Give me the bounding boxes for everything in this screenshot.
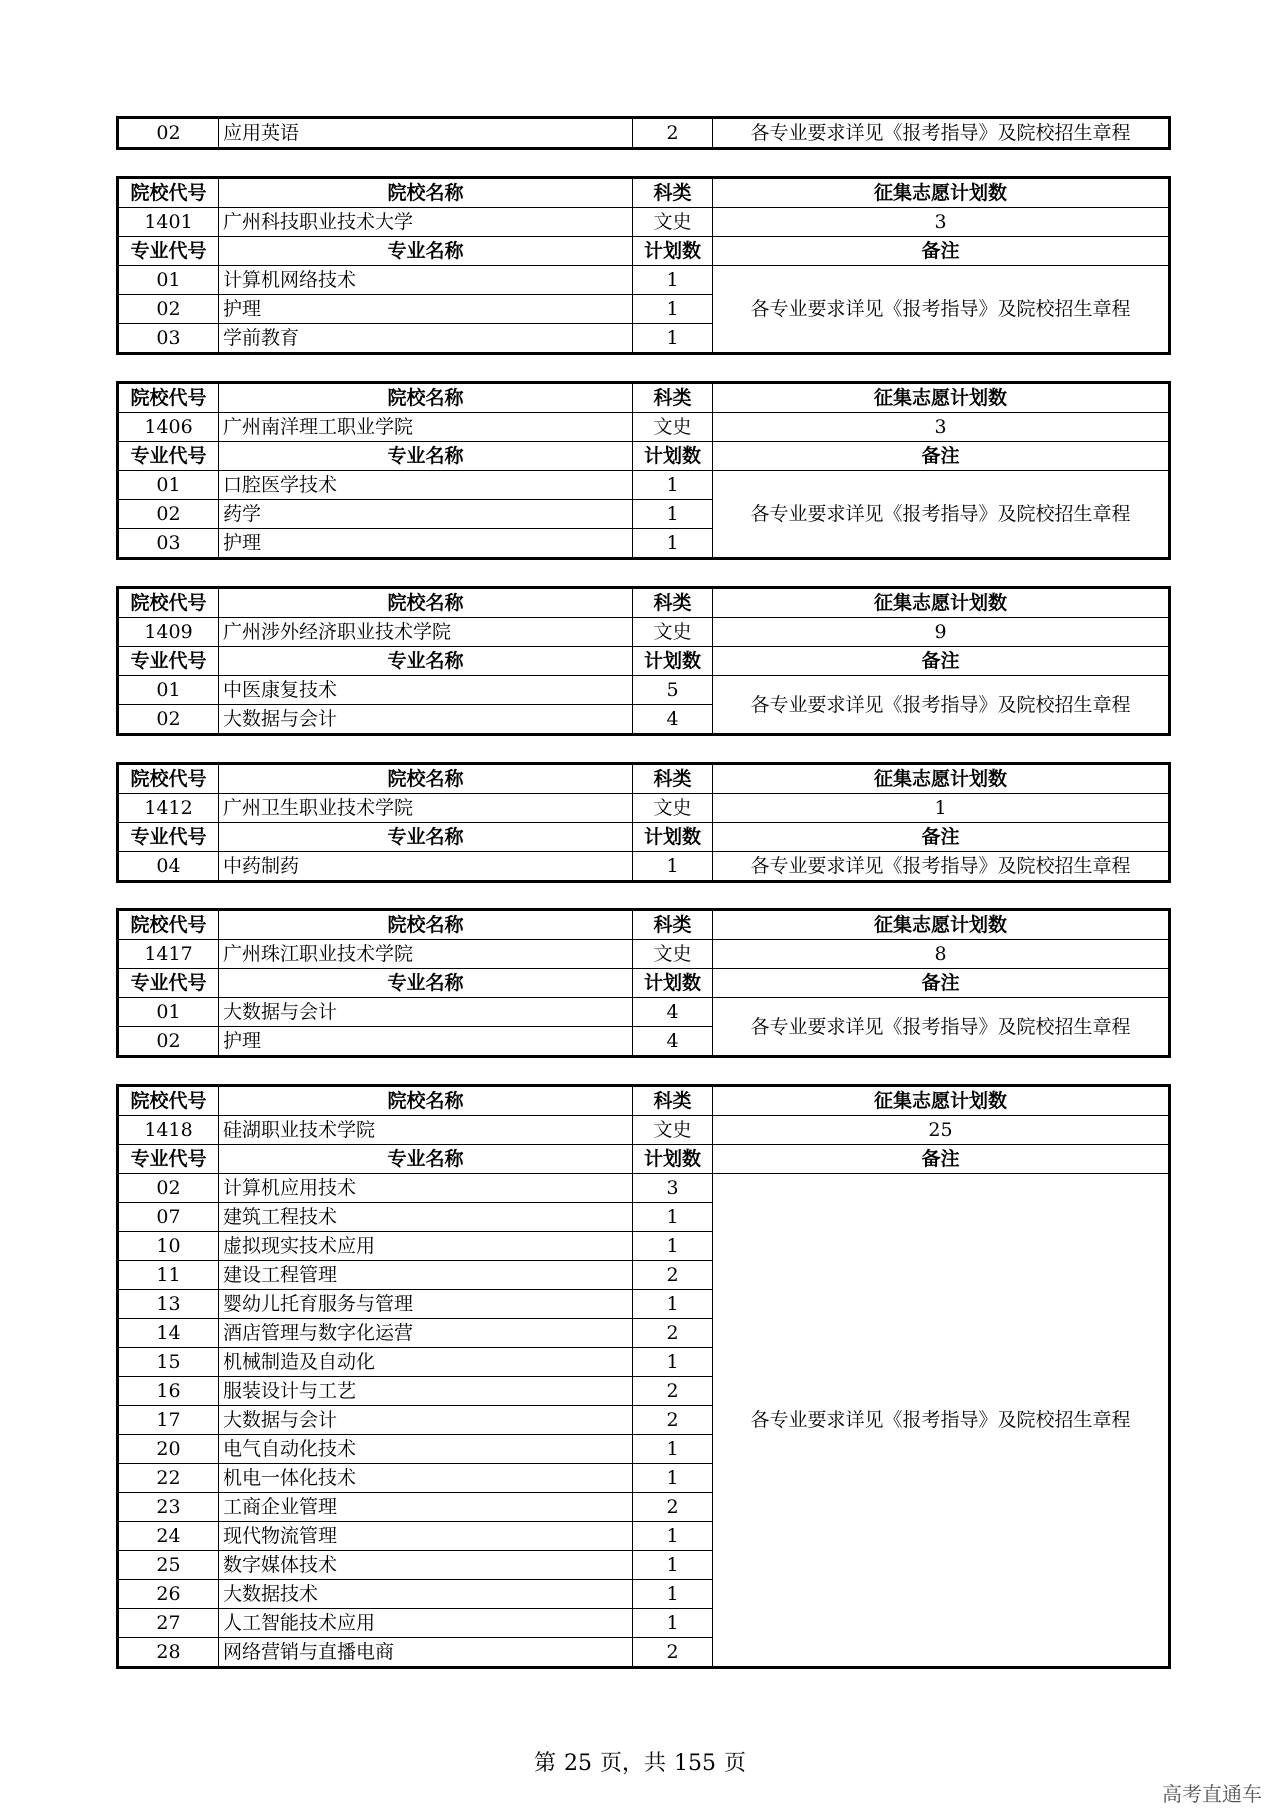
school-code: 1406 <box>118 413 219 442</box>
remark: 各专业要求详见《报考指导》及院校招生章程 <box>713 471 1170 559</box>
school-name-header: 院校名称 <box>219 178 633 208</box>
plan-total-header: 征集志愿计划数 <box>713 764 1170 794</box>
school-header-row <box>118 588 1170 618</box>
table-row <box>118 998 1170 1027</box>
school-name: 广州南洋理工职业学院 <box>219 413 633 442</box>
plan-count-header: 计划数 <box>633 442 713 471</box>
category-header: 科类 <box>633 588 713 618</box>
major-name: 工商企业管理 <box>219 1493 633 1522</box>
major-code: 04 <box>118 852 219 882</box>
plan-total-header: 征集志愿计划数 <box>713 383 1170 413</box>
major-code: 24 <box>118 1522 219 1551</box>
plan-count: 1 <box>633 1522 713 1551</box>
school-code: 1417 <box>118 940 219 969</box>
major-header-row <box>118 237 1170 266</box>
footer-mid: 页，共 <box>599 1751 666 1776</box>
plan-count: 2 <box>633 1638 713 1668</box>
school-header-row <box>118 910 1170 940</box>
school-table <box>116 762 1171 883</box>
major-code: 02 <box>118 295 219 324</box>
major-name: 计算机网络技术 <box>219 266 633 295</box>
school-header-row <box>118 1086 1170 1116</box>
school-code-header: 院校代号 <box>118 588 219 618</box>
plan-total: 1 <box>713 794 1170 823</box>
category-header: 科类 <box>633 910 713 940</box>
school-header-row <box>118 383 1170 413</box>
plan-total-header: 征集志愿计划数 <box>713 178 1170 208</box>
plan-count: 3 <box>633 1174 713 1203</box>
remark: 各专业要求详见《报考指导》及院校招生章程 <box>713 1174 1170 1668</box>
major-name-header: 专业名称 <box>219 1145 633 1174</box>
major-header-row <box>118 442 1170 471</box>
category: 文史 <box>633 940 713 969</box>
remark-header: 备注 <box>713 969 1170 998</box>
major-code-header: 专业代号 <box>118 1145 219 1174</box>
major-code: 01 <box>118 676 219 705</box>
plan-total: 8 <box>713 940 1170 969</box>
major-code-header: 专业代号 <box>118 969 219 998</box>
major-header-row <box>118 969 1170 998</box>
plan-count: 1 <box>633 295 713 324</box>
major-code-header: 专业代号 <box>118 823 219 852</box>
school-info-row <box>118 940 1170 969</box>
school-info-row <box>118 618 1170 647</box>
plan-count: 5 <box>633 676 713 705</box>
plan-total: 3 <box>713 413 1170 442</box>
major-name: 护理 <box>219 529 633 559</box>
plan-total-header: 征集志愿计划数 <box>713 910 1170 940</box>
plan-count: 2 <box>633 1377 713 1406</box>
plan-count: 1 <box>633 852 713 882</box>
major-name: 药学 <box>219 500 633 529</box>
major-code: 26 <box>118 1580 219 1609</box>
major-name: 服装设计与工艺 <box>219 1377 633 1406</box>
major-name: 护理 <box>219 295 633 324</box>
major-name: 大数据技术 <box>219 1580 633 1609</box>
major-code: 15 <box>118 1348 219 1377</box>
plan-count: 1 <box>633 1435 713 1464</box>
school-info-row <box>118 794 1170 823</box>
major-code: 20 <box>118 1435 219 1464</box>
remark: 各专业要求详见《报考指导》及院校招生章程 <box>713 998 1170 1057</box>
plan-count: 1 <box>633 1580 713 1609</box>
major-code: 01 <box>118 471 219 500</box>
table-row <box>118 676 1170 705</box>
plan-total: 9 <box>713 618 1170 647</box>
major-code: 14 <box>118 1319 219 1348</box>
school-table <box>116 586 1171 736</box>
remark-header: 备注 <box>713 237 1170 266</box>
major-name: 网络营销与直播电商 <box>219 1638 633 1668</box>
major-name: 建筑工程技术 <box>219 1203 633 1232</box>
major-code: 22 <box>118 1464 219 1493</box>
page-footer <box>0 1746 1280 1777</box>
plan-count: 1 <box>633 266 713 295</box>
school-table <box>116 908 1171 1058</box>
major-name-header: 专业名称 <box>219 647 633 676</box>
plan-count: 4 <box>633 1027 713 1057</box>
category: 文史 <box>633 618 713 647</box>
major-code: 23 <box>118 1493 219 1522</box>
table-row <box>118 266 1170 295</box>
major-name: 中医康复技术 <box>219 676 633 705</box>
major-name: 应用英语 <box>219 118 633 149</box>
school-code-header: 院校代号 <box>118 178 219 208</box>
category: 文史 <box>633 208 713 237</box>
major-name: 虚拟现实技术应用 <box>219 1232 633 1261</box>
plan-count: 2 <box>633 1319 713 1348</box>
school-table <box>116 1084 1171 1669</box>
remark-header: 备注 <box>713 823 1170 852</box>
remark: 各专业要求详见《报考指导》及院校招生章程 <box>713 266 1170 354</box>
plan-count: 1 <box>633 1464 713 1493</box>
major-name: 数字媒体技术 <box>219 1551 633 1580</box>
plan-count: 2 <box>633 1406 713 1435</box>
major-name: 机械制造及自动化 <box>219 1348 633 1377</box>
continued-table <box>116 116 1171 150</box>
major-code: 02 <box>118 1027 219 1057</box>
major-header-row <box>118 647 1170 676</box>
school-code: 1412 <box>118 794 219 823</box>
school-code-header: 院校代号 <box>118 1086 219 1116</box>
plan-count: 1 <box>633 1232 713 1261</box>
major-code: 16 <box>118 1377 219 1406</box>
major-code: 17 <box>118 1406 219 1435</box>
major-name: 口腔医学技术 <box>219 471 633 500</box>
major-code-header: 专业代号 <box>118 237 219 266</box>
school-name-header: 院校名称 <box>219 588 633 618</box>
category: 文史 <box>633 794 713 823</box>
major-code: 03 <box>118 529 219 559</box>
table-row <box>118 1174 1170 1203</box>
major-name: 电气自动化技术 <box>219 1435 633 1464</box>
footer-prefix: 第 <box>533 1751 556 1776</box>
plan-count: 1 <box>633 1348 713 1377</box>
major-name: 大数据与会计 <box>219 705 633 735</box>
plan-count-header: 计划数 <box>633 823 713 852</box>
school-code: 1401 <box>118 208 219 237</box>
plan-count: 2 <box>633 1493 713 1522</box>
school-code-header: 院校代号 <box>118 383 219 413</box>
plan-count-header: 计划数 <box>633 647 713 676</box>
plan-count-header: 计划数 <box>633 1145 713 1174</box>
remark-header: 备注 <box>713 1145 1170 1174</box>
plan-count: 1 <box>633 1609 713 1638</box>
plan-count: 2 <box>633 118 713 149</box>
plan-count: 1 <box>633 529 713 559</box>
major-name: 酒店管理与数字化运营 <box>219 1319 633 1348</box>
major-code: 01 <box>118 266 219 295</box>
major-name: 护理 <box>219 1027 633 1057</box>
category-header: 科类 <box>633 1086 713 1116</box>
major-name: 婴幼儿托育服务与管理 <box>219 1290 633 1319</box>
plan-count: 2 <box>633 1261 713 1290</box>
plan-count: 1 <box>633 471 713 500</box>
major-code: 02 <box>118 500 219 529</box>
school-code: 1409 <box>118 618 219 647</box>
school-name-header: 院校名称 <box>219 764 633 794</box>
major-code: 25 <box>118 1551 219 1580</box>
category-header: 科类 <box>633 383 713 413</box>
category-header: 科类 <box>633 178 713 208</box>
school-name-header: 院校名称 <box>219 1086 633 1116</box>
major-code: 01 <box>118 998 219 1027</box>
major-name: 计算机应用技术 <box>219 1174 633 1203</box>
plan-count: 4 <box>633 705 713 735</box>
school-info-row <box>118 1116 1170 1145</box>
category: 文史 <box>633 413 713 442</box>
school-name: 广州科技职业技术大学 <box>219 208 633 237</box>
plan-total: 3 <box>713 208 1170 237</box>
school-table <box>116 381 1171 560</box>
watermark-text: 高考直通车 <box>1162 1782 1262 1806</box>
school-code: 1418 <box>118 1116 219 1145</box>
major-name: 机电一体化技术 <box>219 1464 633 1493</box>
major-code-header: 专业代号 <box>118 442 219 471</box>
remark: 各专业要求详见《报考指导》及院校招生章程 <box>713 118 1170 149</box>
plan-total-header: 征集志愿计划数 <box>713 588 1170 618</box>
major-name: 人工智能技术应用 <box>219 1609 633 1638</box>
plan-total-header: 征集志愿计划数 <box>713 1086 1170 1116</box>
plan-count-header: 计划数 <box>633 237 713 266</box>
major-name-header: 专业名称 <box>219 237 633 266</box>
major-name: 大数据与会计 <box>219 1406 633 1435</box>
major-code: 27 <box>118 1609 219 1638</box>
major-code: 13 <box>118 1290 219 1319</box>
school-info-row <box>118 413 1170 442</box>
major-name: 建设工程管理 <box>219 1261 633 1290</box>
plan-count: 1 <box>633 1551 713 1580</box>
plan-count: 1 <box>633 500 713 529</box>
major-code: 03 <box>118 324 219 354</box>
school-name: 广州涉外经济职业技术学院 <box>219 618 633 647</box>
major-header-row <box>118 1145 1170 1174</box>
major-code: 02 <box>118 118 219 149</box>
major-code: 07 <box>118 1203 219 1232</box>
school-header-row <box>118 178 1170 208</box>
major-code: 10 <box>118 1232 219 1261</box>
category: 文史 <box>633 1116 713 1145</box>
school-table <box>116 176 1171 355</box>
remark: 各专业要求详见《报考指导》及院校招生章程 <box>713 852 1170 882</box>
major-code: 02 <box>118 1174 219 1203</box>
major-code: 11 <box>118 1261 219 1290</box>
major-name-header: 专业名称 <box>219 823 633 852</box>
plan-total: 25 <box>713 1116 1170 1145</box>
school-name: 广州卫生职业技术学院 <box>219 794 633 823</box>
school-code-header: 院校代号 <box>118 910 219 940</box>
major-name: 中药制药 <box>219 852 633 882</box>
school-name: 硅湖职业技术学院 <box>219 1116 633 1145</box>
category-header: 科类 <box>633 764 713 794</box>
plan-count: 1 <box>633 324 713 354</box>
major-code: 28 <box>118 1638 219 1668</box>
plan-count-header: 计划数 <box>633 969 713 998</box>
plan-count: 4 <box>633 998 713 1027</box>
major-name-header: 专业名称 <box>219 969 633 998</box>
remark: 各专业要求详见《报考指导》及院校招生章程 <box>713 676 1170 735</box>
major-name-header: 专业名称 <box>219 442 633 471</box>
table-row <box>118 852 1170 882</box>
table-row <box>118 471 1170 500</box>
plan-count: 1 <box>633 1203 713 1232</box>
major-code: 02 <box>118 705 219 735</box>
remark-header: 备注 <box>713 442 1170 471</box>
total-pages: 155 <box>674 1751 716 1776</box>
major-code-header: 专业代号 <box>118 647 219 676</box>
table-row <box>118 118 1170 149</box>
major-name: 现代物流管理 <box>219 1522 633 1551</box>
school-code-header: 院校代号 <box>118 764 219 794</box>
major-name: 大数据与会计 <box>219 998 633 1027</box>
school-name-header: 院校名称 <box>219 910 633 940</box>
school-info-row <box>118 208 1170 237</box>
current-page: 25 <box>563 1751 592 1776</box>
school-name-header: 院校名称 <box>219 383 633 413</box>
remark-header: 备注 <box>713 647 1170 676</box>
footer-suffix: 页 <box>724 1751 747 1776</box>
major-header-row <box>118 823 1170 852</box>
major-name: 学前教育 <box>219 324 633 354</box>
plan-count: 1 <box>633 1290 713 1319</box>
school-header-row <box>118 764 1170 794</box>
school-name: 广州珠江职业技术学院 <box>219 940 633 969</box>
